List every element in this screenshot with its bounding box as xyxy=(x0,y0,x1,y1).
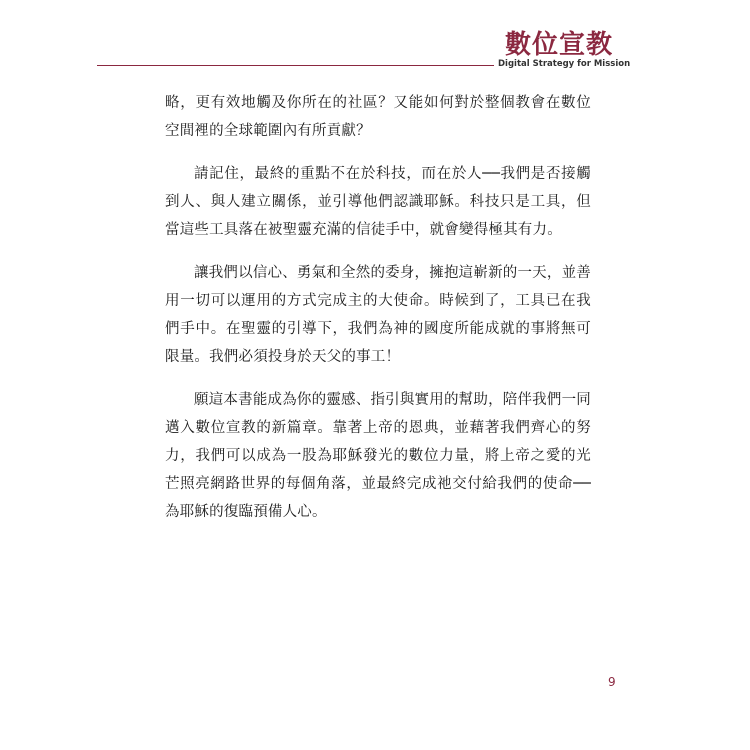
page-number: 9 xyxy=(608,675,616,689)
body-text xyxy=(165,89,591,541)
paragraph-1: 略，更有效地觸及你所在的社區？又能如何對於整個教會在數位空間裡的全球範圍內有所貢獻？ xyxy=(165,95,591,139)
header-subtitle: Digital Strategy for Mission xyxy=(498,59,631,69)
page-header xyxy=(0,0,750,80)
paragraph-4: 願這本書能成為你的靈感、指引與實用的幫助，陪伴我們一同邁入數位宣教的新篇章。靠著上帝的恩典，並藉著我們齊心的努力，我們可以成為一股為耶穌發光的數位力量，將上帝之愛的光芒照亮網路世界的每個角落，並最終完成祂交付給我們的使命──為耶穌的復臨預備人心。 xyxy=(165,392,591,520)
header-title: 數位宣教 xyxy=(504,30,613,60)
paragraph-2: 請記住，最終的重點不在於科技，而在於人──我們是否接觸到人、與人建立關係，並引導他們認識耶穌。科技只是工具，但當這些工具落在被聖靈充滿的信徒手中，就會變得極其有力。 xyxy=(165,166,591,238)
paragraph-3: 讓我們以信心、勇氣和全然的委身，擁抱這嶄新的一天，並善用一切可以運用的方式完成主的大使命。時候到了，工具已在我們手中。在聖靈的引導下，我們為神的國度所能成就的事將無可限量。我們必須投身於天父的事工！ xyxy=(165,265,591,365)
header-rule xyxy=(97,65,494,66)
